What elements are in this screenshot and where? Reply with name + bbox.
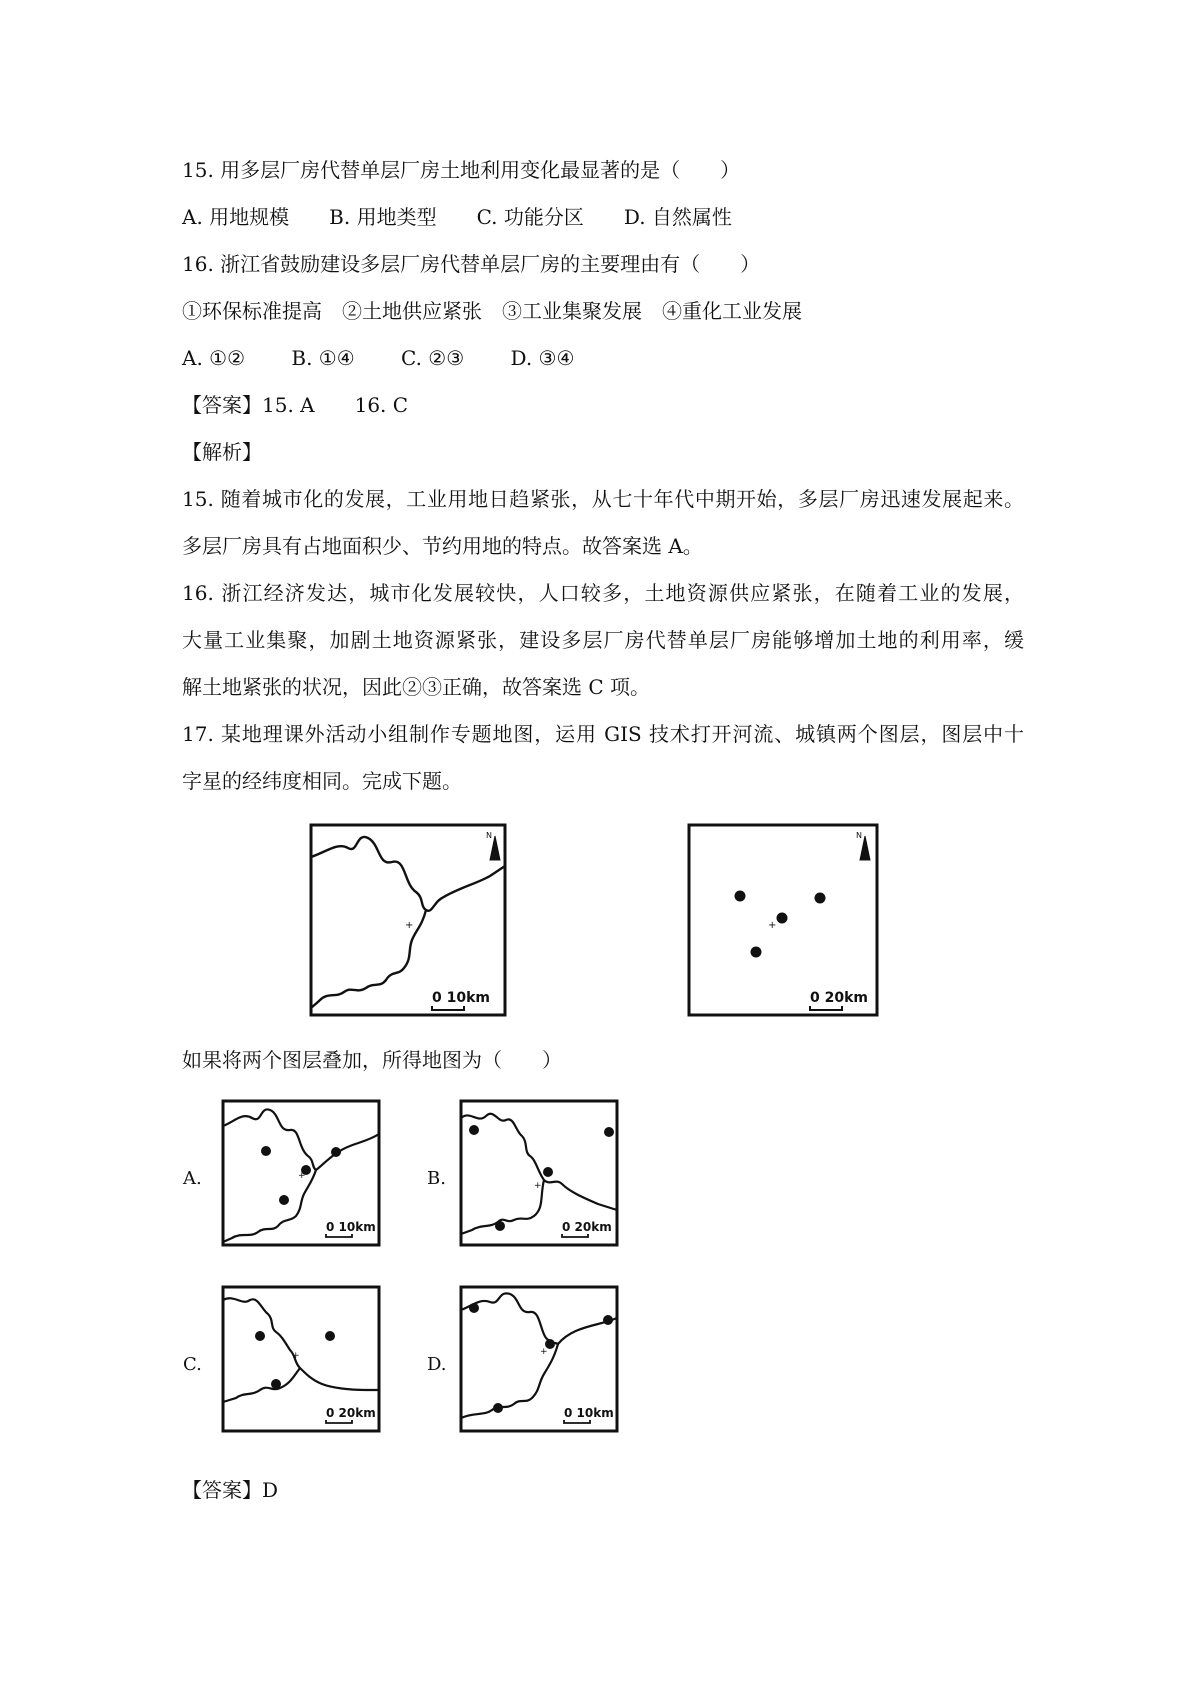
scale-bar	[432, 1006, 464, 1010]
cross-star-marker: +	[405, 920, 414, 931]
north-label: N	[486, 831, 492, 840]
town-dot	[777, 913, 788, 924]
analysis-16-line2: 大量工业集聚，加剧土地资源紧张，建设多层厂房代替单层厂房能够增加土地的利用率，缓	[182, 628, 1024, 652]
north-label: N	[856, 831, 862, 840]
cross-star-marker: +	[768, 920, 777, 931]
analysis-15-line1: 15. 随着城市化的发展，工业用地日趋紧张，从七十年代中期开始，多层厂房迅速发展起来。	[182, 487, 1024, 511]
scale-label: 0 20km	[810, 990, 868, 1006]
svg-text:+: +	[540, 1347, 548, 1357]
town-dot	[735, 891, 746, 902]
analysis-16-line1: 16. 浙江经济发达，城市化发展较快，人口较多，土地资源供应紧张，在随着工业的发展，	[182, 581, 1024, 605]
q17-stem-line2: 字星的经纬度相同。完成下题。	[182, 769, 462, 793]
scale-label: 0 10km	[564, 1406, 614, 1420]
town-layer-map	[686, 822, 880, 1020]
answer-17: 【答案】D	[182, 1478, 279, 1502]
option-d-label: D.	[427, 1354, 447, 1375]
q16-items: ①环保标准提高 ②土地供应紧张 ③工业集聚发展 ④重化工业发展	[182, 299, 802, 323]
river-main-line	[311, 837, 505, 911]
svg-text:+: +	[292, 1351, 300, 1361]
svg-text:+: +	[298, 1171, 306, 1181]
scale-bar	[810, 1006, 842, 1010]
town-dot	[751, 947, 762, 958]
analysis-heading: 【解析】	[182, 440, 262, 464]
q16-stem: 16. 浙江省鼓励建设多层厂房代替单层厂房的主要理由有（ ）	[182, 252, 761, 276]
option-c-label: C.	[183, 1354, 202, 1375]
q15-options: A. 用地规模 B. 用地类型 C. 功能分区 D. 自然属性	[182, 205, 732, 229]
q15-stem: 15. 用多层厂房代替单层厂房土地利用变化最显著的是（ ）	[182, 158, 741, 182]
town-dot	[815, 893, 826, 904]
q17-stem-line1: 17. 某地理课外活动小组制作专题地图，运用 GIS 技术打开河流、城镇两个图层，图层中十	[182, 722, 1024, 746]
answer-15-16: 【答案】15. A 16. C	[182, 393, 409, 417]
option-b-label: B.	[427, 1168, 446, 1189]
option-c-map[interactable]	[220, 1284, 382, 1434]
scale-label: 0 20km	[326, 1406, 376, 1420]
svg-text:+: +	[534, 1181, 542, 1191]
scale-label: 0 10km	[326, 1220, 376, 1234]
option-d-map[interactable]	[458, 1284, 620, 1434]
option-b-map[interactable]	[458, 1098, 620, 1248]
scale-label: 0 10km	[432, 990, 490, 1006]
scale-label: 0 20km	[562, 1220, 612, 1234]
option-a-map[interactable]	[220, 1098, 382, 1248]
option-a-label: A.	[183, 1168, 202, 1189]
river-layer-map	[308, 822, 510, 1020]
q17-question: 如果将两个图层叠加，所得地图为（ ）	[182, 1048, 562, 1072]
q16-options: A. ①② B. ①④ C. ②③ D. ③④	[182, 346, 575, 370]
analysis-16-line3: 解土地紧张的状况，因此②③正确，故答案选 C 项。	[182, 675, 651, 699]
analysis-15-line2: 多层厂房具有占地面积少、节约用地的特点。故答案选 A。	[182, 534, 703, 558]
